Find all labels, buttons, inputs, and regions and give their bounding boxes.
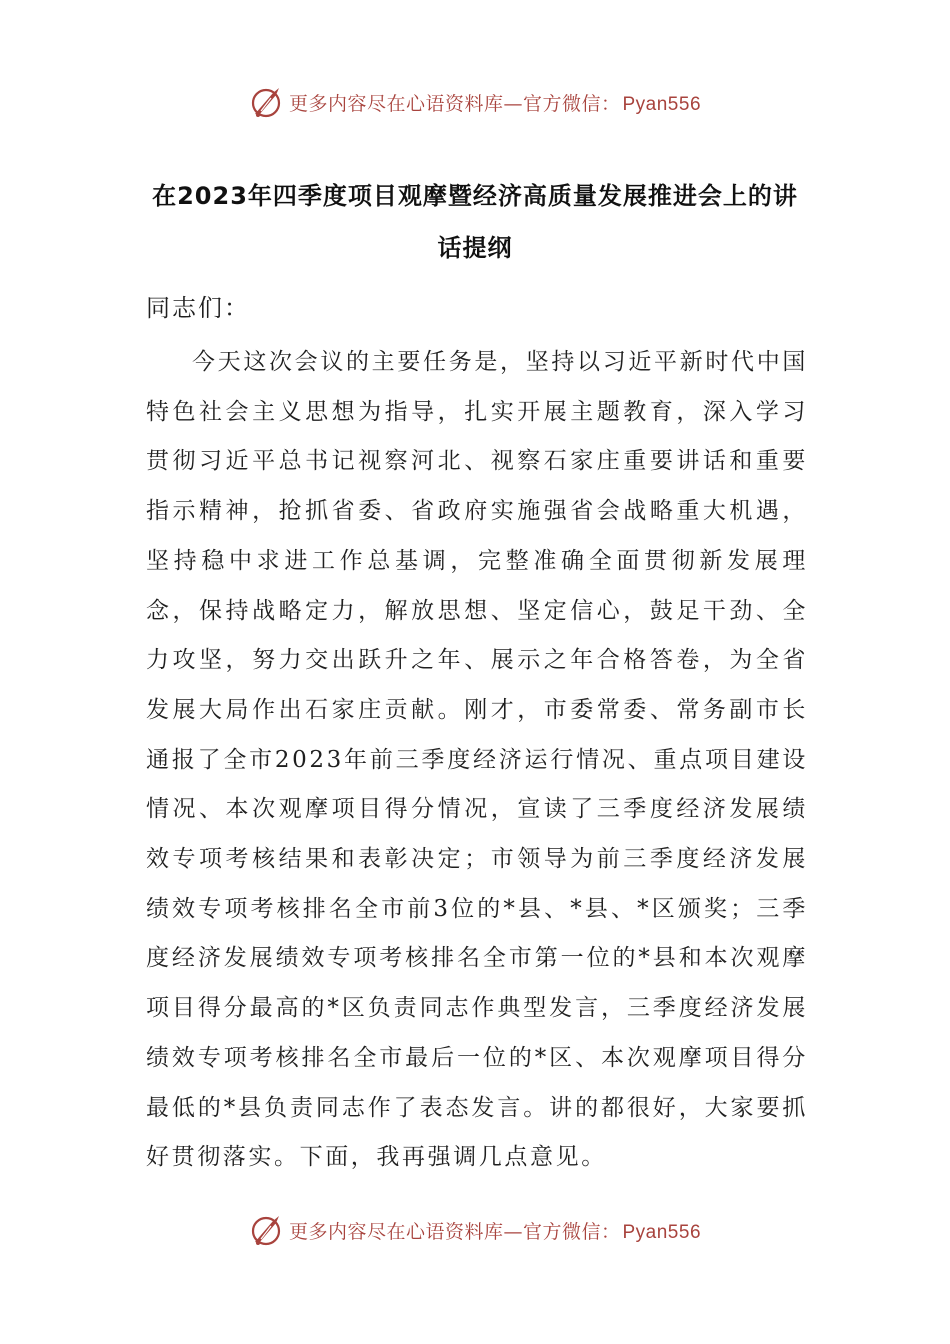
header-banner [0, 80, 950, 124]
salutation: 同志们： [146, 294, 250, 322]
footer-banner [0, 1208, 950, 1252]
banner-wechat-id: Pyan556 [622, 93, 702, 115]
body-paragraph: 今天这次会议的主要任务是，坚持以习近平新时代中国特色社会主义思想为指导，扎实开展主题教育，深入学习贯彻习近平总书记视察河北、视察石家庄重要讲话和重要指示精神，抢抓省委、省政府实施强省会战略重大机遇，坚持稳中求进工作总基调，完整准确全面贯彻新发展理念，保持战略定力，解放思想、坚定信心，鼓足干劲、全力攻坚，努力交出跃升之年、展示之年合格答卷，为全省发展大局作出石家庄贡献。刚才，市委常委、常务副市长通报了全市2023年前三季度经济运行情况、重点项目建设情况、本次观摩项目得分情况，宣读了三季度经济发展绩效专项考核结果和表彰决定；市领导为前三季度经济发展绩效专项考核排名全市前3位的*县、*县、*区颁奖；三季度经济发展绩效专项考核排名全市第一位的*县和本次观摩项目得分最高的*区负责同志作典型发言，三季度经济发展绩效专项考核排名全市最后一位的*区、本次观摩项目得分最低的*县负责同志作了表态发言。讲的都很好，大家要抓好贯彻落实。下面，我再强调几点意见。 [146, 349, 808, 1171]
document-title: 在2023年四季度项目观摩暨经济高质量发展推进会上的讲话提纲 [152, 182, 798, 262]
pen-nib-logo-icon [249, 84, 285, 120]
banner-slogan: 更多内容尽在心语资料库—官方微信： [288, 1220, 621, 1243]
pen-nib-logo-icon [249, 1212, 285, 1248]
banner-slogan: 更多内容尽在心语资料库—官方微信： [288, 92, 621, 115]
banner-text [289, 1217, 701, 1244]
banner-wechat-id: Pyan556 [622, 1221, 702, 1243]
banner-text [289, 89, 701, 116]
